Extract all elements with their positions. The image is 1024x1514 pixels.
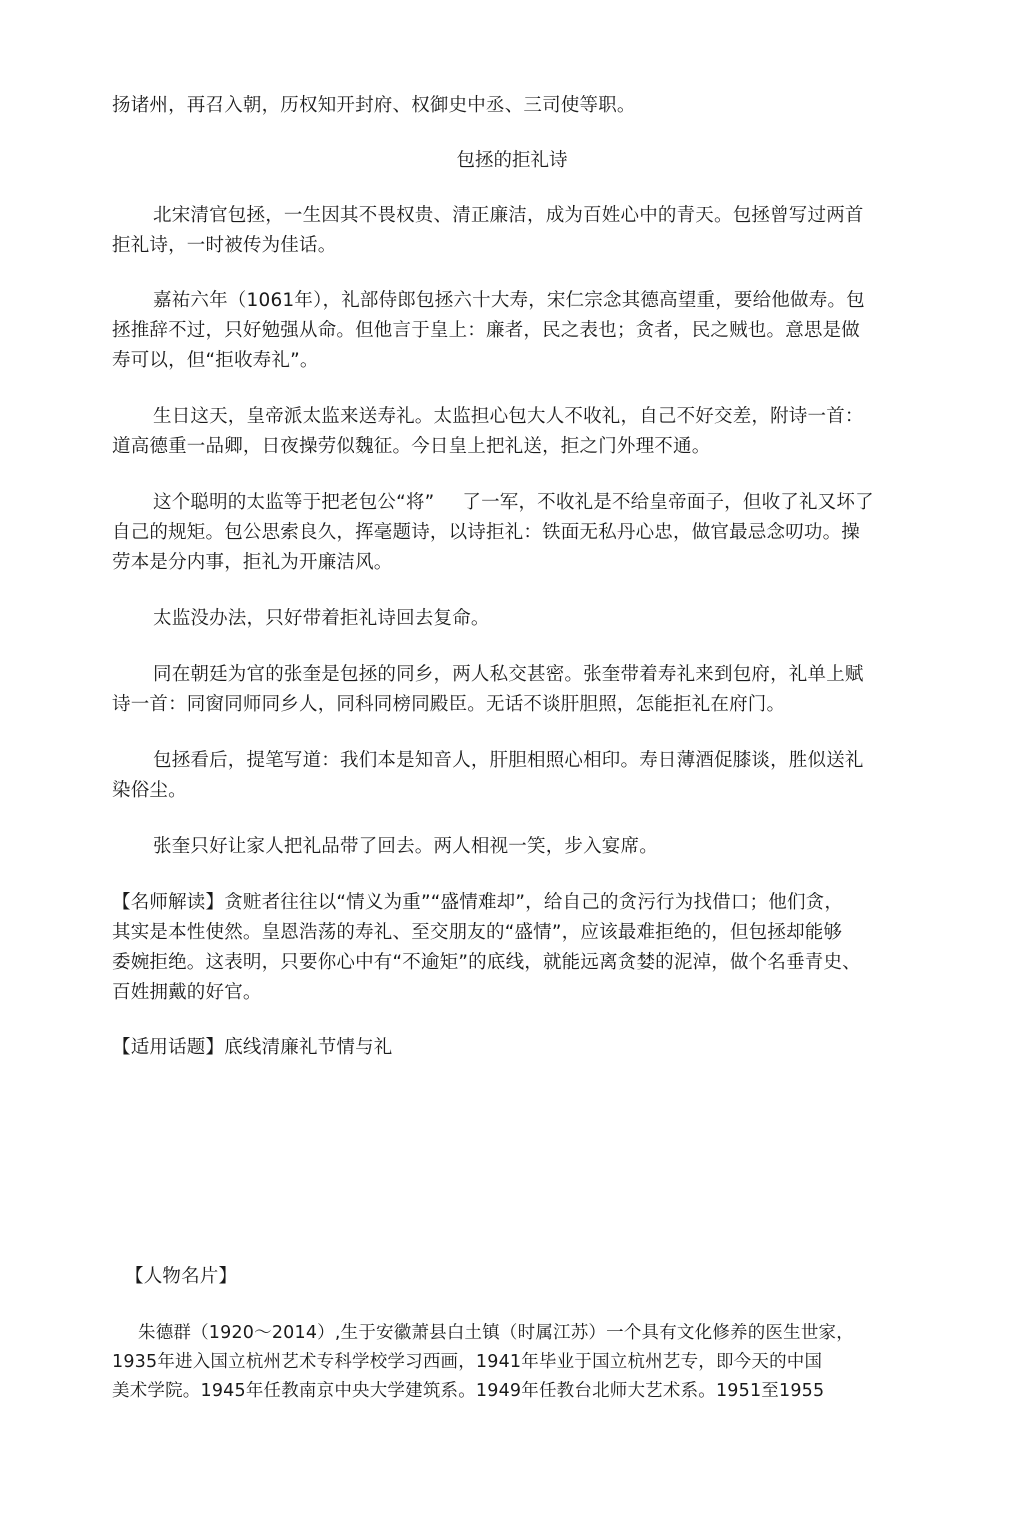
section-title: 包拯的拒礼诗 (456, 150, 568, 171)
text-line: 北宋清官包拯，一生因其不畏权贵、清正廉洁，成为百姓心中的青天。包拯曾写过两首 (153, 205, 864, 226)
text-fragment: 这个聪明的太监等于把老包公“将” (153, 492, 435, 513)
text-line: 拯推辞不过，只好勉强从命。但他言于皇上：廉者，民之表也；贪者，民之贼也。意思是做 (112, 320, 861, 341)
text-line: 包拯看后，提笔写道：我们本是知音人，肝胆相照心相印。寿日薄酒促膝谈，胜似送礼 (153, 750, 864, 771)
text-line: 委婉拒绝。这表明，只要你心中有“不逾矩”的底线，就能远离贪婪的泥淖，做个名垂青史、 (112, 952, 861, 973)
text-line: 朱德群（1920～2014）,生于安徽萧县白土镇（时属江苏）一个具有文化修养的医生世家， (138, 1323, 854, 1343)
text-line (153, 488, 874, 518)
text-line: 百姓拥戴的好官。 (112, 982, 262, 1003)
text-line: 1935年进入国立杭州艺术专科学校学习西画，1941年毕业于国立杭州艺专，即今天的中国 (112, 1352, 823, 1372)
text-line: 美术学院。1945年任教南京中央大学建筑系。1949年任教台北师大艺术系。1951至1955 (112, 1381, 825, 1401)
text-line: 道高德重一品卿，日夜操劳似魏征。今日皇上把礼送，拒之门外理不通。 (112, 436, 711, 457)
text-line: 其实是本性使然。皇恩浩荡的寿礼、至交朋友的“盛情”，应该最难拒绝的，但包拯却能够 (112, 922, 843, 943)
text-line: 扬诸州，再召入朝，历权知开封府、权御史中丞、三司使等职。 (112, 95, 636, 116)
text-line: 拒礼诗，一时被传为佳话。 (112, 235, 337, 256)
text-line: 染俗尘。 (112, 780, 187, 801)
text-line: 张奎只好让家人把礼品带了回去。两人相视一笑，步入宴席。 (153, 836, 658, 857)
text-line: 【适用话题】底线清廉礼节情与礼 (112, 1037, 393, 1058)
text-line: 【人物名片】 (125, 1266, 238, 1287)
text-line: 生日这天，皇帝派太监来送寿礼。太监担心包大人不收礼，自己不好交差，附诗一首： (153, 406, 864, 427)
text-line: 【名师解读】贪赃者往往以“情义为重”“盛情难却”，给自己的贪污行为找借口；他们贪， (112, 892, 844, 913)
text-line: 寿可以，但“拒收寿礼”。 (112, 350, 319, 371)
text-line: 诗一首：同窗同师同乡人，同科同榜同殿臣。无话不谈肝胆照，怎能拒礼在府门。 (112, 694, 786, 715)
text-fragment: 了一军，不收礼是不给皇帝面子，但收了礼又坏了 (462, 492, 874, 513)
text-line: 劳本是分内事，拒礼为开廉洁风。 (112, 552, 393, 573)
text-line: 同在朝廷为官的张奎是包拯的同乡，两人私交甚密。张奎带着寿礼来到包府，礼单上赋 (153, 664, 864, 685)
text-line: 自己的规矩。包公思索良久，挥毫题诗，以诗拒礼：铁面无私丹心忠，做官最忌念叨功。操 (112, 522, 861, 543)
text-line: 嘉祐六年（1061年），礼部侍郎包拯六十大寿，宋仁宗念其德高望重，要给他做寿。包 (153, 290, 865, 311)
text-line: 太监没办法，只好带着拒礼诗回去复命。 (153, 608, 490, 629)
